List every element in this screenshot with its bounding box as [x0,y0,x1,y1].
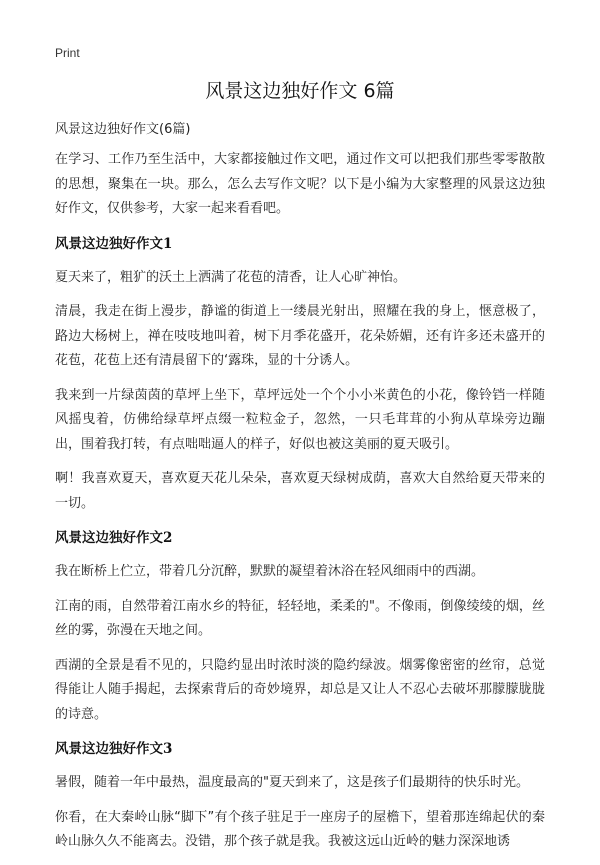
section-2-paragraph-3: 西湖的全景是看不见的，只隐约显出时浓时淡的隐约绿波。烟雾像密密的丝帘，总觉得能让人随手揭起，去探索背后的奇妙境界，却总是又让人不忍心去破坏那朦朦胧胧的诗意。 [55,657,545,722]
section-3-paragraph-1: 暑假，随着一年中最热，温度最高的"夏天到来了，这是孩子们最期待的快乐时光。 [55,775,529,790]
intro-paragraph: 在学习、工作乃至生活中，大家都接触过作文吧，通过作文可以把我们那些零零散散的思想，聚集在一块。那么，怎么去写作文呢？以下是小编为大家整理的风景这边独好作文，仅供参考，大家一起来看看吧。 [55,152,545,216]
section-heading-2: 风景这边独好作文2 [55,530,173,546]
section-1-paragraph-1: 夏天来了，粗犷的沃土上洒满了花苞的清香，让人心旷神怡。 [55,269,407,285]
section-heading-3: 风景这边独好作文3 [55,741,173,757]
section-2-paragraph-2: 江南的雨，自然带着江南水乡的特征，轻轻地，柔柔的"。不像雨，倒像绫绫的烟，丝丝的雾，弥漫在天地之间。 [55,598,545,638]
print-link[interactable]: Print [55,46,80,60]
section-1-paragraph-4: 啊！我喜欢夏天，喜欢夏天花儿朵朵，喜欢夏天绿树成荫，喜欢大自然给夏天带来的一切。 [55,471,545,511]
page-title: 风景这边独好作文 6篇 [205,80,395,102]
section-2-paragraph-1: 我在断桥上伫立，带着几分沉醉，默默的凝望着沐浴在轻风细雨中的西湖。 [55,564,485,579]
section-1-paragraph-3: 我来到一片绿茵茵的草坪上坐下，草坪远处一个个小小米黄色的小花，像铃铛一样随风摇曳着，仿佛给绿草坪点缀一粒粒金子，忽然，一只毛茸茸的小狗从草垛旁边蹦出，围着我打转，有点咄咄逼人的样子，好似也被这美丽的夏天吸引。 [55,387,545,452]
article-body [55,148,545,865]
section-heading-1: 风景这边独好作文1 [55,235,173,252]
section-3-paragraph-2: 你看，在大秦岭山脉“脚下”有个孩子驻足于一座房子的屋檐下，望着那连绵起伏的秦岭山脉久久不能离去。没错，那个孩子就是我。我被这远山近岭的魅力深深地诱 [55,809,545,849]
document-subtitle: 风景这边独好作文(6篇) [55,122,191,137]
section-1-paragraph-2: 清晨，我走在街上漫步，静谧的街道上一缕晨光射出，照耀在我的身上，惬意极了，路边大杨树上，禅在吱吱地叫着，树下月季花盛开，花朵娇媚，还有许多还未盛开的花苞，花苞上还有清晨留下的‘露珠，显的十分诱人。 [55,304,545,368]
